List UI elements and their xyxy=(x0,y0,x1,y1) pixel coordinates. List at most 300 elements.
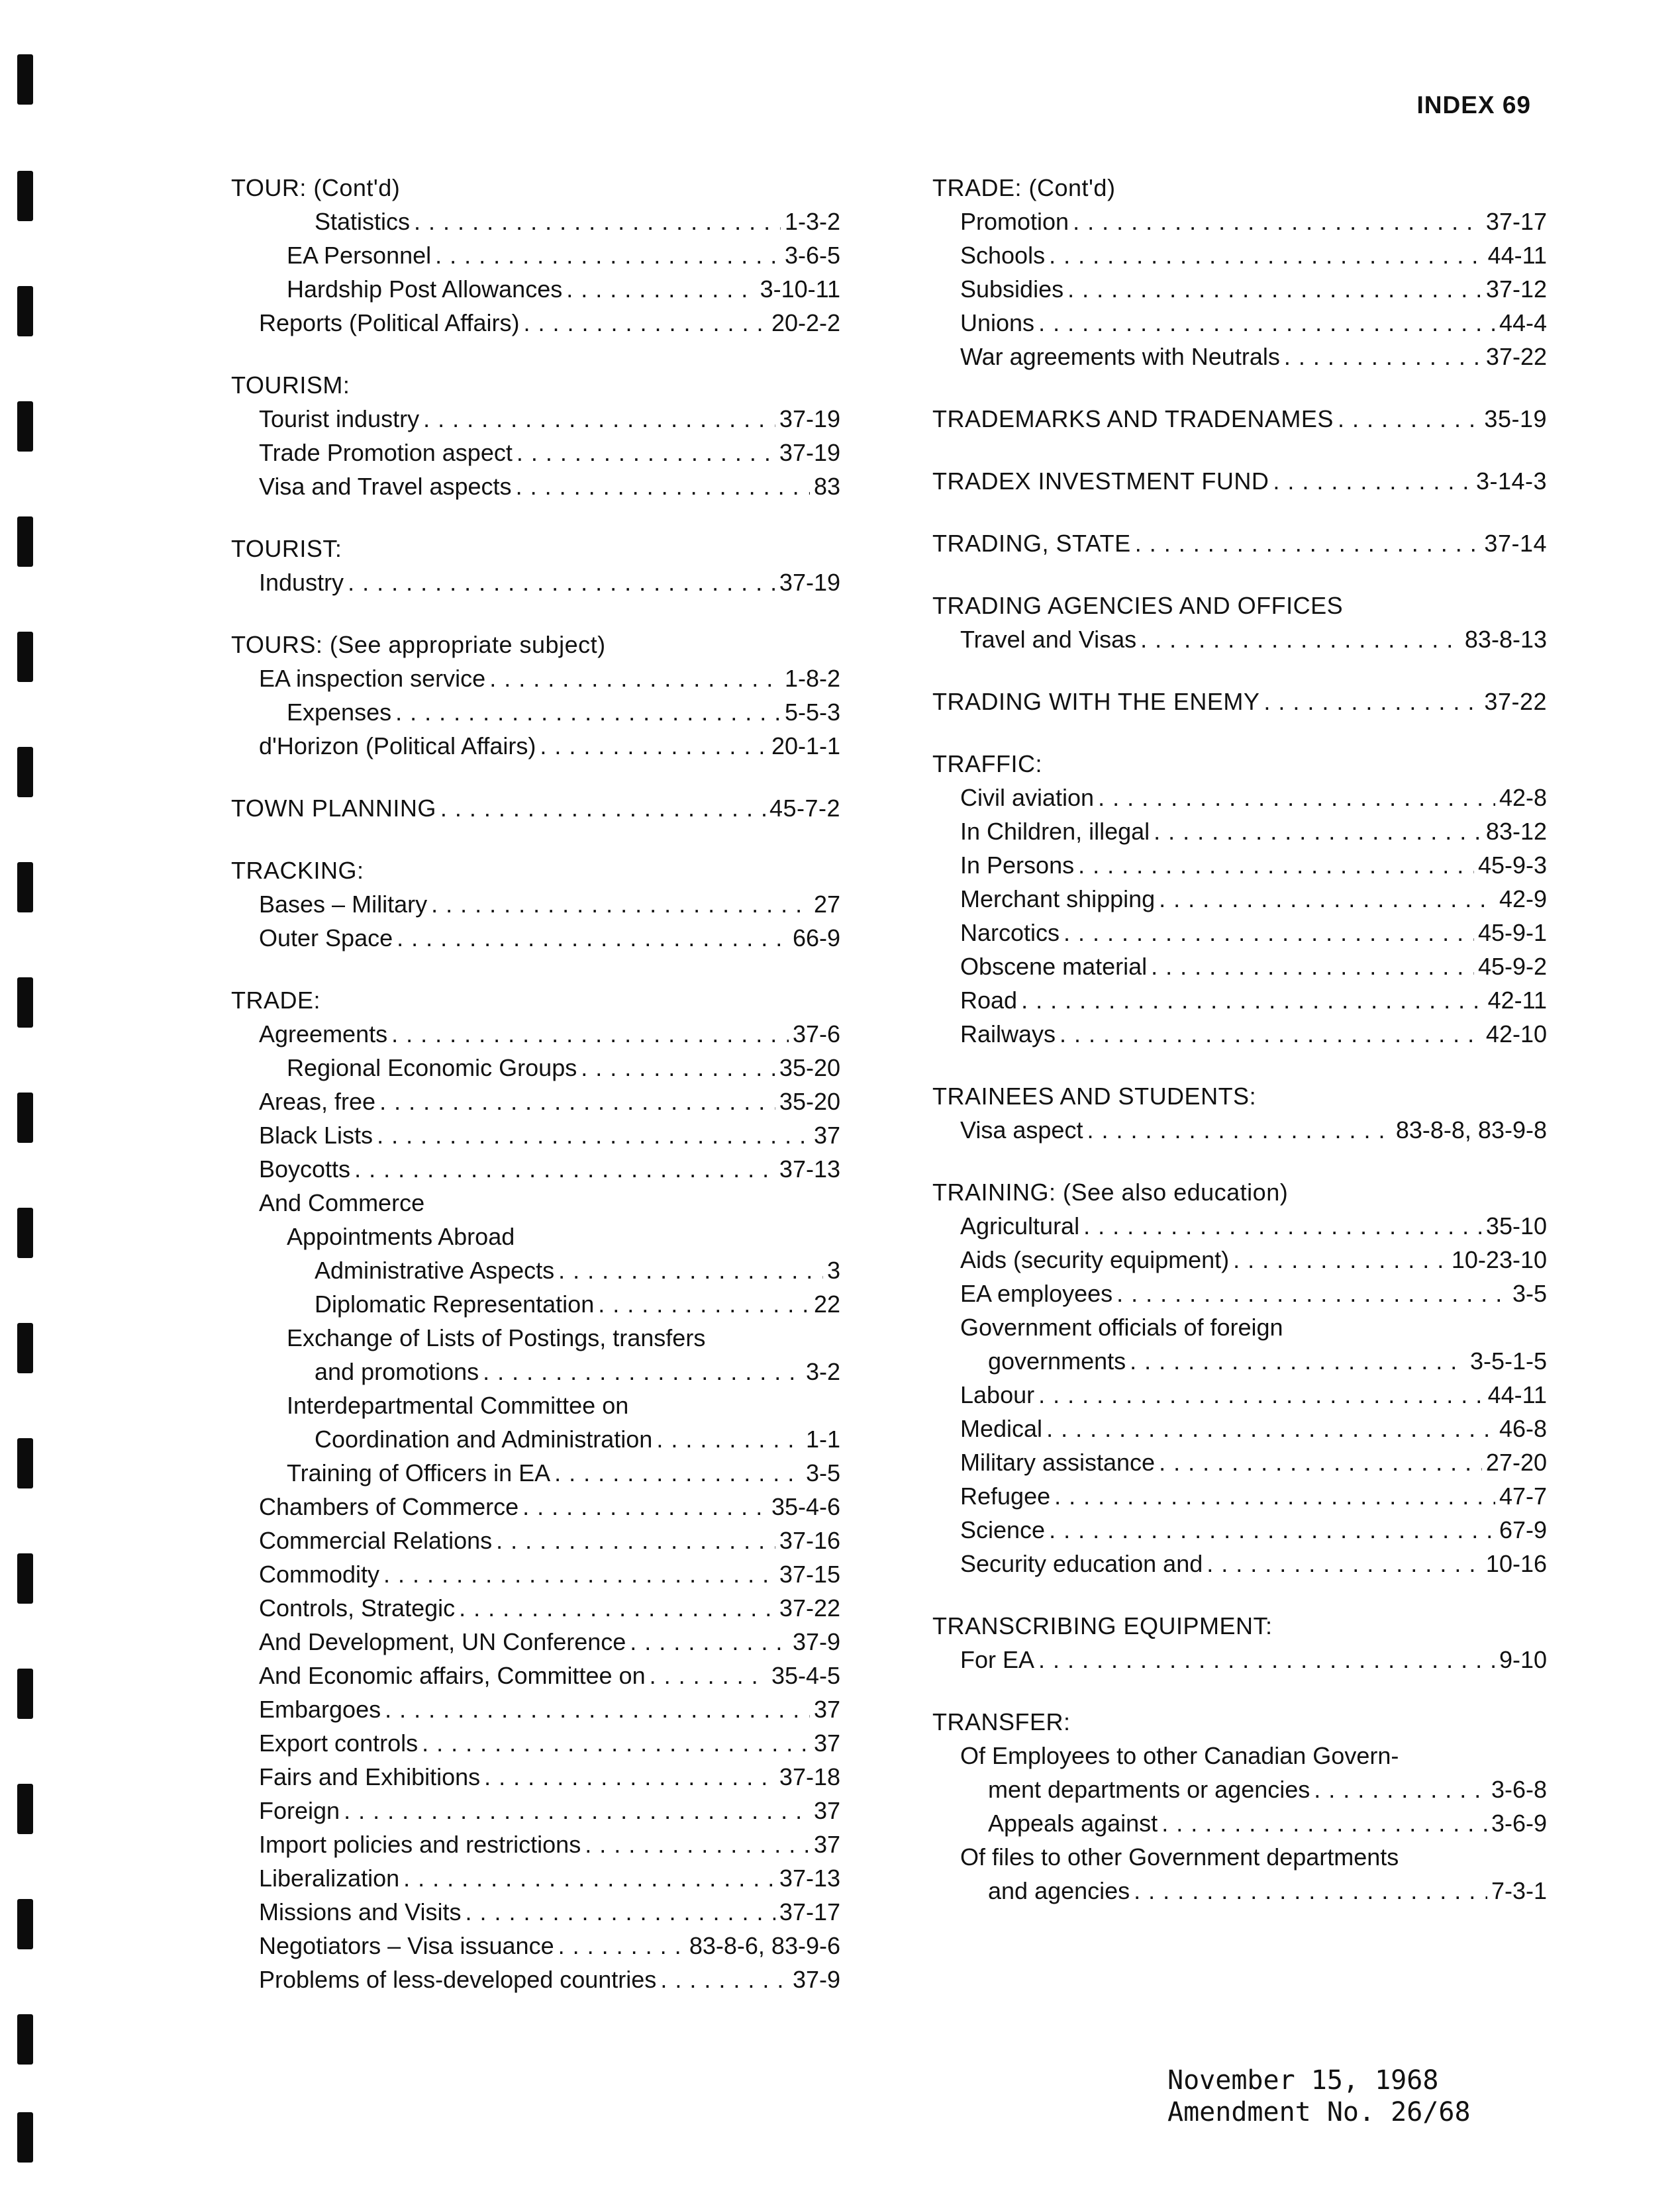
entry-label: TRAINEES AND STUDENTS: xyxy=(932,1083,1257,1110)
index-entry xyxy=(932,882,1547,916)
entry-label: Tourist industry xyxy=(259,405,420,432)
leader-dots xyxy=(1038,306,1495,340)
entry-label: Controls, Strategic xyxy=(259,1594,456,1622)
entry-reference: 45-9-3 xyxy=(1477,852,1547,879)
entry-label: Refugee xyxy=(960,1483,1051,1510)
index-entry xyxy=(932,272,1547,306)
index-entry xyxy=(231,1355,840,1388)
index-entry xyxy=(932,1412,1547,1445)
leader-dots xyxy=(581,1051,775,1085)
index-section xyxy=(231,853,840,955)
entry-label: Agreements xyxy=(259,1020,388,1047)
index-entry xyxy=(231,729,840,763)
index-entry xyxy=(932,1840,1547,1874)
entry-label: Export controls xyxy=(259,1729,419,1757)
index-entry xyxy=(231,1659,840,1692)
index-entry xyxy=(932,983,1547,1017)
index-entry xyxy=(231,1490,840,1524)
entry-reference: 37-19 xyxy=(779,405,840,432)
leader-dots xyxy=(496,1524,775,1557)
index-entry xyxy=(932,814,1547,848)
entry-label: Regional Economic Groups xyxy=(287,1054,577,1081)
index-entry xyxy=(932,1017,1547,1051)
leader-dots xyxy=(1284,340,1482,373)
index-section xyxy=(932,464,1547,498)
entry-label: Of files to other Government departments xyxy=(960,1843,1399,1871)
entry-reference: 83-8-8, 83-9-8 xyxy=(1395,1116,1547,1144)
index-entry xyxy=(932,949,1547,983)
index-entry xyxy=(231,1253,840,1287)
index-heading xyxy=(231,628,840,661)
leader-dots xyxy=(1273,464,1472,498)
entry-label: Obscene material xyxy=(960,953,1148,980)
index-heading xyxy=(932,1175,1547,1209)
leader-dots xyxy=(516,469,810,503)
entry-label: Outer Space xyxy=(259,924,393,951)
leader-dots xyxy=(1338,402,1480,436)
entry-label: TOURISM: xyxy=(231,371,350,399)
index-entry xyxy=(231,1152,840,1186)
entry-label: Railways xyxy=(960,1020,1056,1047)
entry-reference: 7-3-1 xyxy=(1491,1877,1547,1904)
entry-reference: 83-12 xyxy=(1485,818,1547,845)
entry-reference: 3-2 xyxy=(805,1358,840,1385)
index-entry xyxy=(932,1310,1547,1344)
index-entry xyxy=(231,1085,840,1118)
binder-hole xyxy=(17,977,33,1028)
index-entry xyxy=(231,695,840,729)
entry-label: Diplomatic Representation xyxy=(315,1290,595,1318)
entry-reference: 1-1 xyxy=(805,1426,840,1453)
entry-reference: 20-1-1 xyxy=(771,732,840,759)
entry-label: EA inspection service xyxy=(259,665,486,692)
entry-label: Problems of less-developed countries xyxy=(259,1966,657,1993)
entry-reference: 37-18 xyxy=(779,1763,840,1790)
entry-label: Agricultural xyxy=(960,1212,1080,1240)
entry-label: In Children, illegal xyxy=(960,818,1150,845)
index-entry xyxy=(932,1874,1547,1908)
entry-label: And Commerce xyxy=(259,1189,425,1216)
entry-label: Import policies and restrictions xyxy=(259,1831,581,1858)
entry-reference: 45-9-2 xyxy=(1477,953,1547,980)
entry-label: Trade Promotion aspect xyxy=(259,439,513,466)
index-entry xyxy=(932,1277,1547,1310)
leader-dots xyxy=(1135,526,1481,560)
entry-label: TRAFFIC: xyxy=(932,750,1042,777)
entry-label: Negotiators – Visa issuance xyxy=(259,1932,554,1959)
leader-dots xyxy=(422,1726,810,1760)
entry-label: Appointments Abroad xyxy=(287,1223,515,1250)
entry-label: Commercial Relations xyxy=(259,1527,493,1554)
leader-dots xyxy=(1159,1445,1482,1479)
index-entry xyxy=(231,1017,840,1051)
leader-dots xyxy=(1078,848,1474,882)
index-entry xyxy=(932,1378,1547,1412)
entry-reference: 3-5 xyxy=(1512,1280,1547,1307)
index-section xyxy=(231,628,840,763)
entry-reference: 37-16 xyxy=(779,1527,840,1554)
leader-dots xyxy=(383,1557,775,1591)
leader-dots xyxy=(344,1794,810,1827)
leader-dots xyxy=(1314,1773,1487,1806)
index-entry xyxy=(932,1344,1547,1378)
entry-label: TRAINING: (See also education) xyxy=(932,1179,1289,1206)
entry-label: Reports (Political Affairs) xyxy=(259,309,520,336)
index-section xyxy=(932,402,1547,436)
entry-label: d'Horizon (Political Affairs) xyxy=(259,732,536,759)
index-entry xyxy=(231,1456,840,1490)
index-heading xyxy=(932,589,1547,622)
index-entry xyxy=(231,205,840,238)
index-entry xyxy=(231,1625,840,1659)
index-entry xyxy=(231,1726,840,1760)
entry-label: Government officials of foreign xyxy=(960,1314,1283,1341)
index-entry xyxy=(932,306,1547,340)
entry-label: Medical xyxy=(960,1415,1043,1442)
binder-hole xyxy=(17,2112,33,2163)
index-entry xyxy=(231,887,840,921)
index-heading xyxy=(932,1609,1547,1643)
index-entry xyxy=(932,1243,1547,1277)
entry-label: Missions and Visits xyxy=(259,1898,462,1925)
index-section xyxy=(231,983,840,1996)
entry-reference: 37 xyxy=(813,1696,840,1723)
leader-dots xyxy=(1233,1243,1448,1277)
leader-dots xyxy=(348,565,775,599)
entry-label: Merchant shipping xyxy=(960,885,1156,912)
leader-dots xyxy=(414,205,781,238)
leader-dots xyxy=(354,1152,775,1186)
index-entry xyxy=(932,1209,1547,1243)
entry-label: For EA xyxy=(960,1646,1035,1673)
index-entry xyxy=(932,916,1547,949)
entry-label: and agencies xyxy=(988,1877,1130,1904)
leader-dots xyxy=(377,1118,810,1152)
binder-hole xyxy=(17,1208,33,1258)
entry-label: Unions xyxy=(960,309,1035,336)
leader-dots xyxy=(558,1929,685,1963)
entry-reference: 37 xyxy=(813,1729,840,1757)
entry-label: Administrative Aspects xyxy=(315,1257,555,1284)
leader-dots xyxy=(598,1287,810,1321)
entry-label: Visa and Travel aspects xyxy=(259,473,512,500)
entry-reference: 37-12 xyxy=(1485,275,1547,303)
entry-reference: 83 xyxy=(813,473,840,500)
index-entry xyxy=(231,565,840,599)
leader-dots xyxy=(1087,1113,1391,1147)
entry-label: Promotion xyxy=(960,208,1069,235)
index-heading xyxy=(231,853,840,887)
entry-reference: 44-11 xyxy=(1487,242,1547,269)
entry-reference: 35-19 xyxy=(1484,405,1547,432)
entry-reference: 22 xyxy=(813,1290,840,1318)
entry-label: Interdepartmental Committee on xyxy=(287,1392,629,1419)
index-entry xyxy=(231,1760,840,1794)
entry-label: Areas, free xyxy=(259,1088,376,1115)
entry-reference: 35-4-5 xyxy=(771,1662,840,1689)
index-heading xyxy=(932,1705,1547,1739)
entry-label: Aids (security equipment) xyxy=(960,1246,1230,1273)
binder-holes xyxy=(17,0,37,2191)
leader-dots xyxy=(540,729,767,763)
entry-reference: 3-14-3 xyxy=(1475,467,1547,495)
entry-label: Chambers of Commerce xyxy=(259,1493,519,1520)
binder-hole xyxy=(17,1093,33,1143)
entry-reference: 3-5-1-5 xyxy=(1469,1347,1547,1375)
entry-label: Security education and xyxy=(960,1550,1203,1577)
leader-dots xyxy=(1049,238,1484,272)
entry-reference: 35-4-6 xyxy=(771,1493,840,1520)
leader-dots xyxy=(566,272,756,306)
index-section xyxy=(231,368,840,503)
binder-hole xyxy=(17,401,33,452)
index-entry xyxy=(932,1513,1547,1547)
entry-reference: 37 xyxy=(813,1797,840,1824)
entry-reference: 37-19 xyxy=(779,439,840,466)
entry-reference: 37-22 xyxy=(1485,343,1547,370)
leader-dots xyxy=(585,1827,810,1861)
index-entry xyxy=(231,1321,840,1355)
entry-label: Fairs and Exhibitions xyxy=(259,1763,481,1790)
index-entry xyxy=(932,622,1547,656)
binder-hole xyxy=(17,862,33,912)
leader-dots xyxy=(391,1017,789,1051)
index-section xyxy=(932,1079,1547,1147)
entry-reference: 83-8-13 xyxy=(1464,626,1547,653)
leader-dots xyxy=(630,1625,789,1659)
entry-label: TRADE: xyxy=(231,987,321,1014)
index-entry xyxy=(231,1963,840,1996)
entry-label: Labour xyxy=(960,1381,1035,1408)
entry-label: governments xyxy=(988,1347,1126,1375)
entry-reference: 3 xyxy=(826,1257,840,1284)
index-section xyxy=(231,791,840,825)
index-entry xyxy=(231,402,840,436)
index-entry xyxy=(932,1643,1547,1677)
entry-label: Narcotics xyxy=(960,919,1060,946)
entry-label: TRACKING: xyxy=(231,857,364,884)
leader-dots xyxy=(523,306,767,340)
entry-reference: 37-22 xyxy=(779,1594,840,1622)
entry-reference: 10-23-10 xyxy=(1451,1246,1547,1273)
leader-dots xyxy=(1151,949,1474,983)
entry-reference: 37 xyxy=(813,1122,840,1149)
index-entry xyxy=(932,1547,1547,1581)
index-entry xyxy=(231,1929,840,1963)
entry-label: Subsidies xyxy=(960,275,1064,303)
entry-reference: 44-11 xyxy=(1487,1381,1547,1408)
entry-reference: 3-6-9 xyxy=(1491,1810,1547,1837)
entry-reference: 5-5-3 xyxy=(784,699,840,726)
entry-label: Appeals against xyxy=(988,1810,1158,1837)
leader-dots xyxy=(1207,1547,1482,1581)
index-entry xyxy=(932,1479,1547,1513)
index-entry xyxy=(231,1051,840,1085)
entry-label: Expenses xyxy=(287,699,392,726)
index-entry xyxy=(231,272,840,306)
leader-dots xyxy=(1130,1344,1466,1378)
binder-hole xyxy=(17,1438,33,1488)
entry-label: TOURIST: xyxy=(231,535,342,562)
entry-reference: 45-7-2 xyxy=(769,795,840,822)
entry-reference: 37-9 xyxy=(792,1628,840,1655)
leader-dots xyxy=(1159,882,1495,916)
index-entry xyxy=(231,306,840,340)
entry-label: Black Lists xyxy=(259,1122,373,1149)
index-entry xyxy=(932,781,1547,814)
leader-dots xyxy=(1161,1806,1487,1840)
entry-reference: 47-7 xyxy=(1499,1483,1547,1510)
leader-dots xyxy=(1060,1017,1482,1051)
leader-dots xyxy=(517,436,775,469)
binder-hole xyxy=(17,516,33,567)
entry-label: TOWN PLANNING xyxy=(231,795,436,822)
entry-reference: 37-9 xyxy=(792,1966,840,1993)
leader-dots xyxy=(1021,983,1484,1017)
entry-reference: 27-20 xyxy=(1485,1449,1547,1476)
binder-hole xyxy=(17,1784,33,1834)
entry-reference: 37-15 xyxy=(779,1561,840,1588)
entry-reference: 3-10-11 xyxy=(760,275,840,303)
page-footer xyxy=(1167,2065,1471,2128)
entry-reference: 3-5 xyxy=(805,1459,840,1486)
entry-reference: 37-19 xyxy=(779,569,840,596)
entry-reference: 1-8-2 xyxy=(784,665,840,692)
binder-hole xyxy=(17,171,33,221)
entry-reference: 44-4 xyxy=(1499,309,1547,336)
index-entry xyxy=(231,1557,840,1591)
leader-dots xyxy=(489,661,781,695)
index-heading xyxy=(231,983,840,1017)
entry-label: TRANSCRIBING EQUIPMENT: xyxy=(932,1612,1273,1639)
leader-dots xyxy=(465,1895,775,1929)
index-heading xyxy=(932,402,1547,436)
entry-label: TRADE: (Cont'd) xyxy=(932,174,1116,201)
entry-reference: 67-9 xyxy=(1499,1516,1547,1543)
index-entry xyxy=(932,848,1547,882)
entry-label: TRADEMARKS AND TRADENAMES xyxy=(932,405,1334,432)
index-section xyxy=(932,1705,1547,1908)
entry-label: Bases – Military xyxy=(259,891,428,918)
entry-label: Visa aspect xyxy=(960,1116,1083,1144)
leader-dots xyxy=(397,921,789,955)
footer-amendment: Amendment No. 26/68 xyxy=(1167,2097,1471,2127)
index-entry xyxy=(932,1445,1547,1479)
leader-dots xyxy=(656,1422,802,1456)
leader-dots xyxy=(484,1760,775,1794)
index-entry xyxy=(932,1773,1547,1806)
index-entry xyxy=(231,1422,840,1456)
index-entry xyxy=(231,1895,840,1929)
entry-reference: 3-6-5 xyxy=(784,242,840,269)
entry-reference: 37-17 xyxy=(779,1898,840,1925)
leader-dots xyxy=(1046,1412,1495,1445)
leader-dots xyxy=(650,1659,767,1692)
leader-dots xyxy=(1140,622,1461,656)
index-heading xyxy=(932,685,1547,718)
entry-label: Foreign xyxy=(259,1797,340,1824)
entry-label: Hardship Post Allowances xyxy=(287,275,563,303)
entry-reference: 10-16 xyxy=(1485,1550,1547,1577)
leader-dots xyxy=(1067,272,1482,306)
entry-label: ment departments or agencies xyxy=(988,1776,1310,1803)
entry-reference: 37-14 xyxy=(1484,530,1547,557)
binder-hole xyxy=(17,2014,33,2065)
entry-label: And Development, UN Conference xyxy=(259,1628,626,1655)
leader-dots xyxy=(379,1085,775,1118)
index-entry xyxy=(231,1118,840,1152)
leader-dots xyxy=(1134,1874,1487,1908)
index-entry xyxy=(231,238,840,272)
index-entry xyxy=(231,1524,840,1557)
entry-label: Military assistance xyxy=(960,1449,1156,1476)
leader-dots xyxy=(395,695,781,729)
index-entry xyxy=(231,1692,840,1726)
entry-label: In Persons xyxy=(960,852,1075,879)
binder-hole xyxy=(17,1899,33,1949)
entry-label: Commodity xyxy=(259,1561,380,1588)
entry-reference: 35-20 xyxy=(779,1088,840,1115)
index-entry xyxy=(932,238,1547,272)
leader-dots xyxy=(522,1490,767,1524)
entry-label: Civil aviation xyxy=(960,784,1095,811)
entry-label: TOUR: (Cont'd) xyxy=(231,174,401,201)
index-section xyxy=(932,1609,1547,1677)
entry-label: and promotions xyxy=(315,1358,479,1385)
leader-dots xyxy=(1038,1378,1483,1412)
entry-label: Industry xyxy=(259,569,344,596)
index-entry xyxy=(231,1186,840,1220)
index-entry xyxy=(231,921,840,955)
entry-label: TRADING WITH THE ENEMY xyxy=(932,688,1260,715)
leader-dots xyxy=(385,1692,810,1726)
binder-hole xyxy=(17,632,33,682)
entry-label: TRADING, STATE xyxy=(932,530,1131,557)
leader-dots xyxy=(1054,1479,1495,1513)
entry-label: And Economic affairs, Committee on xyxy=(259,1662,646,1689)
index-section xyxy=(932,589,1547,656)
entry-label: Liberalization xyxy=(259,1865,400,1892)
entry-reference: 3-6-8 xyxy=(1491,1776,1547,1803)
entry-label: TRADING AGENCIES AND OFFICES xyxy=(932,592,1344,619)
entry-reference: 45-9-1 xyxy=(1477,919,1547,946)
binder-hole xyxy=(17,286,33,336)
leader-dots xyxy=(431,887,810,921)
index-entry xyxy=(231,1220,840,1253)
entry-label: TRANSFER: xyxy=(932,1708,1071,1735)
entry-label: Training of Officers in EA xyxy=(287,1459,551,1486)
entry-reference: 20-2-2 xyxy=(771,309,840,336)
entry-label: Of Employees to other Canadian Govern- xyxy=(960,1742,1399,1769)
index-entry xyxy=(231,661,840,695)
leader-dots xyxy=(1098,781,1495,814)
index-heading xyxy=(932,171,1547,205)
leader-dots xyxy=(554,1456,802,1490)
entry-reference: 83-8-6, 83-9-6 xyxy=(689,1932,840,1959)
leader-dots xyxy=(1116,1277,1508,1310)
entry-label: Road xyxy=(960,987,1018,1014)
binder-hole xyxy=(17,1553,33,1604)
index-entry xyxy=(932,1739,1547,1773)
entry-label: War agreements with Neutrals xyxy=(960,343,1280,370)
index-entry xyxy=(231,1591,840,1625)
entry-label: Schools xyxy=(960,242,1046,269)
leader-dots xyxy=(483,1355,802,1388)
index-section xyxy=(932,526,1547,560)
binder-hole xyxy=(17,747,33,797)
entry-label: Science xyxy=(960,1516,1046,1543)
leader-dots xyxy=(1049,1513,1495,1547)
